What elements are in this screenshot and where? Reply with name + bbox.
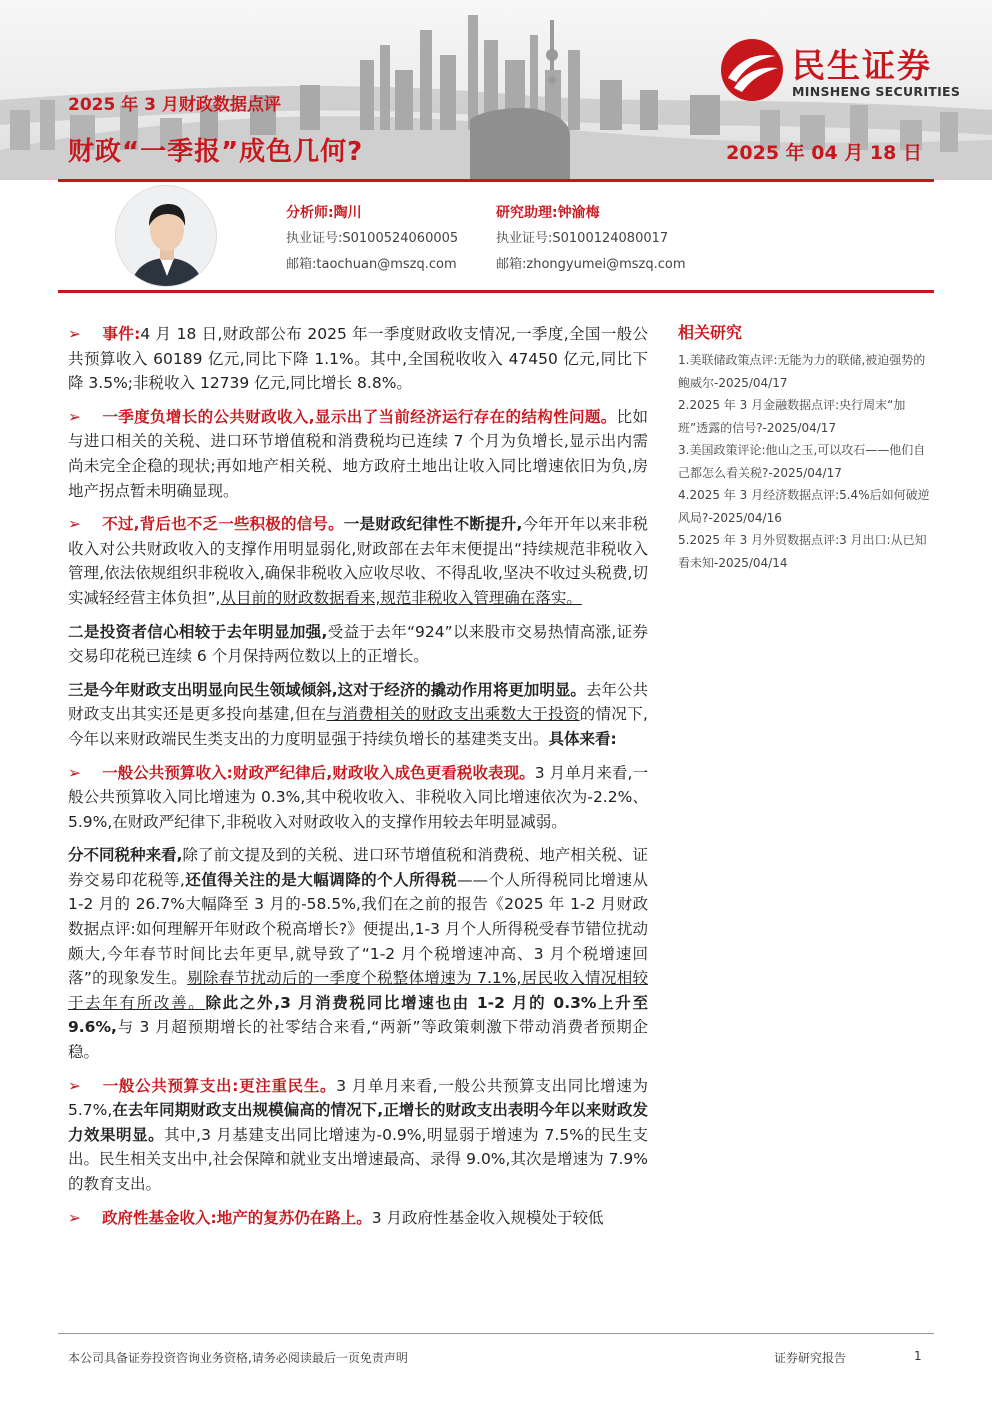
related-research-sidebar xyxy=(678,320,930,574)
assistant-name: 研究助理:钟渝梅 xyxy=(496,205,600,221)
header-banner xyxy=(0,0,992,180)
analyst-email[interactable]: 邮箱:taochuan@mszq.com xyxy=(286,257,457,272)
related-research-item[interactable]: 2.2025 年 3 月金融数据点评:央行周末“加班”透露的信号?-2025/04/17 xyxy=(678,398,906,435)
header-divider xyxy=(58,179,934,182)
paragraph-event: ➢ 事件:4 月 18 日,财政部公布 2025 年一季度财政收支情况,一季度,全国一般公共预算收入 60189 亿元,同比下降 1.1%。其中,全国税收收入 47450 亿元,同比下降 3.5%;非税收入 12739 亿元,同比增长 8.8%。 xyxy=(68,322,648,396)
arrow-bullet-icon: ➢ xyxy=(68,763,81,782)
arrow-bullet-icon: ➢ xyxy=(68,1076,81,1095)
paragraph-livelihood-spending: 三是今年财政支出明显向民生领域倾斜,这对于经济的撬动作用将更加明显。去年公共财政支出其实还是更多投向基建,但在与消费相关的财政支出乘数大于投资的情况下,今年以来财政端民生类支出的力度明显强于持续负增长的基建类支出。具体来看: xyxy=(68,680,648,748)
logo-text-cn: 民生证券 xyxy=(792,46,932,85)
report-title: 财政“一季报”成色几何? xyxy=(68,137,364,167)
paragraph-fund-revenue: ➢ 政府性基金收入:地产的复苏仍在路上。3 月政府性基金收入规模处于较低 xyxy=(68,1206,648,1231)
arrow-bullet-icon: ➢ xyxy=(68,325,81,343)
paragraph-positive-signals: ➢ 不过,背后也不乏一些积极的信号。一是财政纪律性不断提升,今年开年以来非税收入对公共财政收入的支撑作用明显弱化,财政部在去年末便提出“持续规范非税收入管理,依法依规组织非税收入,确保非税收入应收尽收、不得乱收,坚决不收过头税费,切实减轻经营主体负担”,从目前的财政数据看来,规范非税收入管理确在落实。 xyxy=(68,512,648,610)
analyst-photo-icon xyxy=(116,186,217,287)
footer-disclaimer: 本公司具备证券投资咨询业务资格,请务必阅读最后一页免责声明 xyxy=(68,1351,408,1365)
analyst-avatar xyxy=(115,185,217,287)
arrow-bullet-icon: ➢ xyxy=(68,515,81,534)
assistant-email[interactable]: 邮箱:zhongyumei@mszq.com xyxy=(496,257,686,272)
assistant-cert: 执业证号:S0100124080017 xyxy=(496,231,669,246)
arrow-bullet-icon: ➢ xyxy=(68,407,81,426)
sidebar-title: 相关研究 xyxy=(678,323,743,342)
arrow-bullet-icon: ➢ xyxy=(68,1208,81,1227)
analyst-name: 分析师:陶川 xyxy=(286,205,362,221)
related-research-item[interactable]: 4.2025 年 3 月经济数据点评:5.4%后如何破逆风局?-2025/04/16 xyxy=(678,488,930,525)
paragraph-structural-issue: ➢ 一季度负增长的公共财政收入,显示出了当前经济运行存在的结构性问题。比如与进口相关的关税、进口环节增值税和消费税均已连续 7 个月为负增长,显示出内需尚未完全企稳的现状;再如地产相关税、地方政府土地出让收入同比增速依旧为负,房地产拐点暂未明确显现。 xyxy=(68,405,648,503)
related-research-item[interactable]: 3.美国政策评论:他山之玉,可以攻石——他们自己都怎么看关税?-2025/04/17 xyxy=(678,443,926,480)
related-research-item[interactable]: 5.2025 年 3 月外贸数据点评:3 月出口:从已知看未知-2025/04/14 xyxy=(678,533,927,570)
paragraph-investor-confidence: 二是投资者信心相较于去年明显加强,受益于去年“924”以来股市交易热情高涨,证券交易印花税已连续 6 个月保持两位数以上的正增长。 xyxy=(68,622,648,666)
paragraph-tax-types: 分不同税种来看,除了前文提及到的关税、进口环节增值税和消费税、地产相关税、证券交易印花税等,还值得关注的是大幅调降的个人所得税——个人所得税同比增速从 1-2 月的 26.7%大幅降至 3 月的-58.5%,我们在之前的报告《2025 年 1-2 月财政数据点评:如何理解开年财政个税高增长?》便提出,1-3 月个人所得税受春节错位扰动颇大,今年春节时间比去年更早,就导致了“1-2 月个税增速冲高、3 月个税增速回落”的现象发生。剔除春节扰动后的一季度个税整体增速为 7.1%,居民收入情况相较于去年有所改善。除此之外,3 月消费税同比增速也由 1-2 月的 0.3%上升至 9.6%,与 3 月超预期增长的社零结合来看,“两新”等政策刺激下带动消费者预期企稳。 xyxy=(68,846,649,1062)
analyst-cert: 执业证号:S0100524060005 xyxy=(286,231,459,246)
paragraph-budget-revenue: ➢ 一般公共预算收入:财政严纪律后,财政收入成色更看税收表现。3 月单月来看,一般公共预算收入同比增速为 0.3%,其中税收收入、非税收入同比增速依次为-2.2%、5.9%,在财政严纪律下,非税收入对财政收入的支撑作用较去年明显减弱。 xyxy=(68,761,648,835)
report-date: 2025 年 04 月 18 日 xyxy=(726,142,922,164)
section-divider xyxy=(58,290,934,293)
footer-divider xyxy=(58,1333,934,1334)
company-logo xyxy=(720,38,970,108)
analyst-info-primary xyxy=(286,200,458,278)
paragraph-budget-expenditure: ➢ 一般公共预算支出:更注重民生。3 月单月来看,一般公共预算支出同比增速为 5.7%,在去年同期财政支出规模偏高的情况下,正增长的财政支出表明今年以来财政发力效果明显。其中,3 月基建支出同比增速为-0.9%,明显弱于增速为 7.5%的民生支出。民生相关支出中,社会保障和就业支出增速最高、录得 9.0%,其次是增速为 7.9%的教育支出。 xyxy=(68,1074,648,1197)
minsheng-logo-icon xyxy=(720,38,784,102)
page-number: 1 xyxy=(914,1349,922,1363)
report-type: 2025 年 3 月财政数据点评 xyxy=(68,95,281,115)
footer-report-label: 证券研究报告 xyxy=(774,1351,847,1365)
logo-text-en: MINSHENG SECURITIES xyxy=(792,84,961,99)
report-body xyxy=(68,322,648,1239)
related-research-item[interactable]: 1.美联储政策点评:无能为力的联储,被迫强势的鲍威尔-2025/04/17 xyxy=(678,353,926,390)
analyst-info-assistant xyxy=(496,200,686,278)
